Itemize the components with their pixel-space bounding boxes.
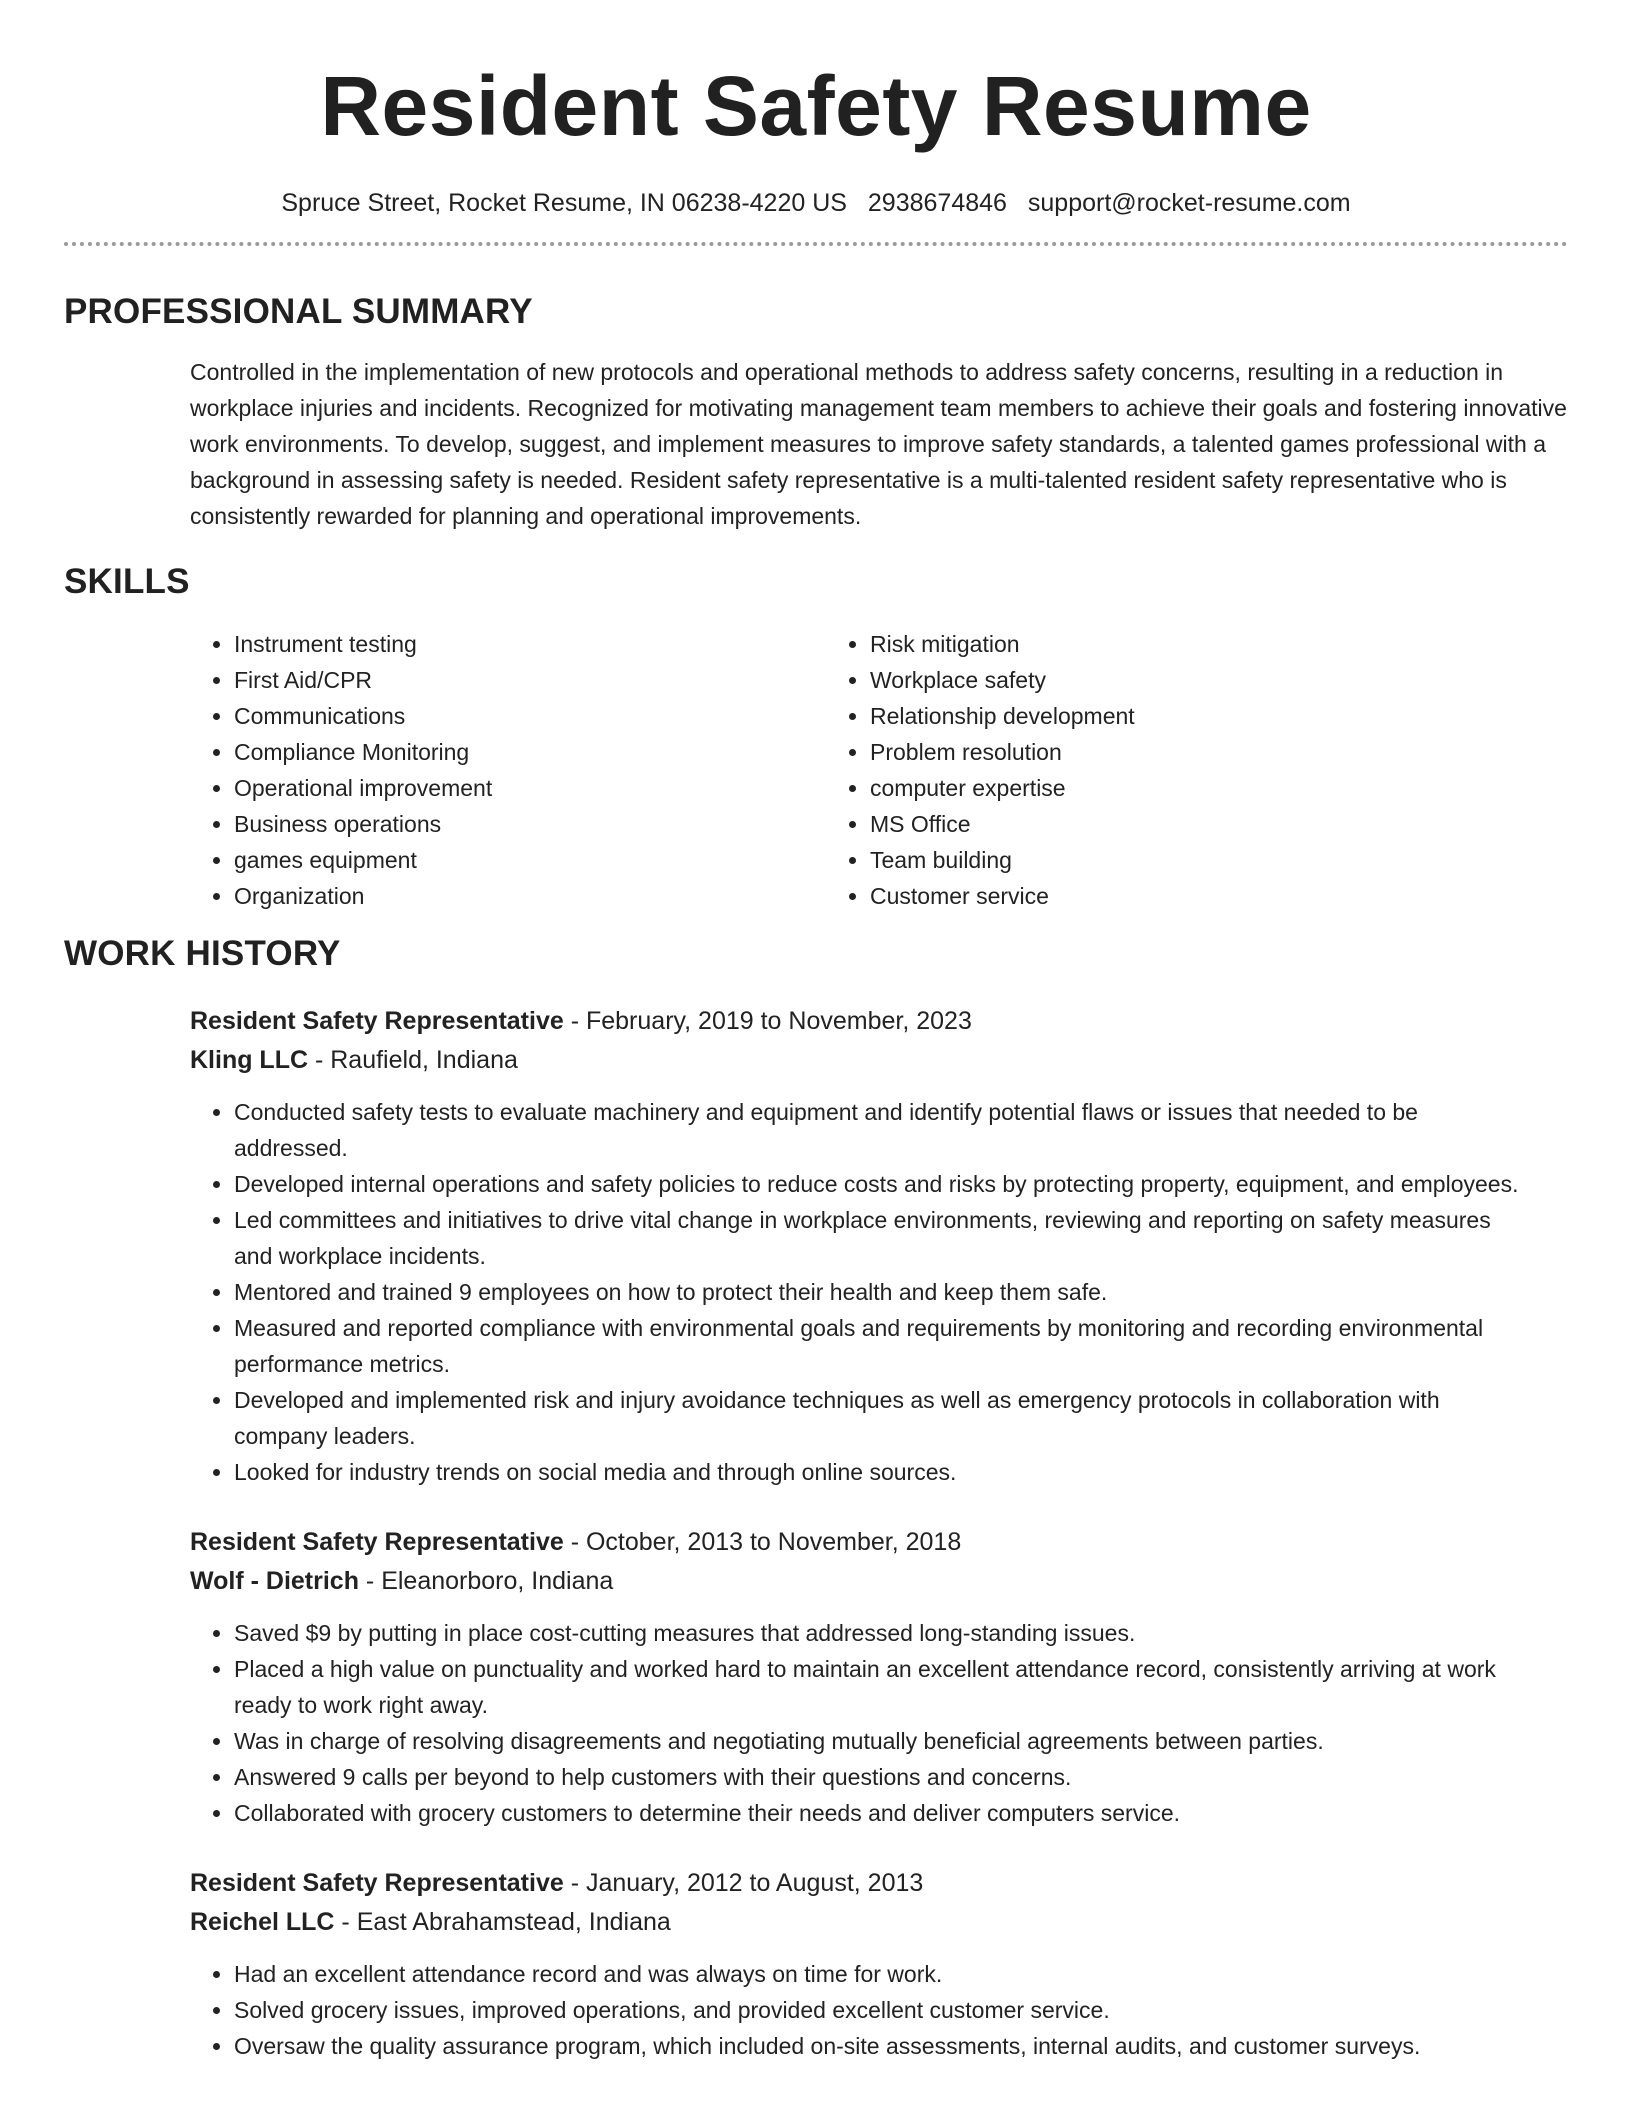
job-role: Resident Safety Representative bbox=[190, 1869, 564, 1897]
job-bullet: • Conducted safety tests to evaluate machinery and equipment and identify potential flaws or issues that needed to be addressed. bbox=[234, 1094, 1534, 1166]
job-bullet: • Developed internal operations and safety policies to reduce costs and risks by protecting property, equipment, and employees. bbox=[234, 1166, 1534, 1202]
skill-item: • Business operations bbox=[234, 806, 826, 842]
job-bullet: • Collaborated with grocery customers to determine their needs and deliver computers service. bbox=[234, 1795, 1534, 1831]
job-bullet: • Solved grocery issues, improved operations, and provided excellent customer service. bbox=[234, 1992, 1534, 2028]
job-role-line bbox=[190, 1864, 1568, 1903]
job-dates: - January, 2012 to August, 2013 bbox=[563, 1869, 924, 1897]
job-company-line bbox=[190, 1903, 1568, 1942]
skills-columns bbox=[190, 626, 1568, 914]
job-bullet: • Saved $9 by putting in place cost-cutting measures that addressed long-standing issues. bbox=[234, 1615, 1534, 1651]
contact-line bbox=[64, 188, 1568, 218]
job-bullet: • Led committees and initiatives to drive vital change in workplace environments, reviewing and reporting on safety measures and workplace incidents. bbox=[234, 1202, 1534, 1274]
summary-heading: PROFESSIONAL SUMMARY bbox=[64, 292, 533, 331]
contact-address: Spruce Street, Rocket Resume, IN 06238-4220 US bbox=[281, 189, 847, 217]
job-dates: - February, 2019 to November, 2023 bbox=[563, 1007, 972, 1035]
job-role-line bbox=[190, 1002, 1568, 1041]
job-company: Kling LLC bbox=[190, 1046, 309, 1074]
job-role: Resident Safety Representative bbox=[190, 1007, 564, 1035]
job-bullets bbox=[190, 1615, 1534, 1831]
job-bullet: • Mentored and trained 9 employees on how to protect their health and keep them safe. bbox=[234, 1274, 1534, 1310]
skills-left-column bbox=[190, 626, 826, 914]
job-entry bbox=[190, 1002, 1568, 1490]
job-entry bbox=[190, 1523, 1568, 1831]
skill-item: • Customer service bbox=[870, 878, 1462, 914]
skill-item: • Relationship development bbox=[870, 698, 1462, 734]
skill-item: • Problem resolution bbox=[870, 734, 1462, 770]
job-location: - Raufield, Indiana bbox=[308, 1046, 518, 1074]
job-location: - Eleanorboro, Indiana bbox=[358, 1567, 614, 1595]
skill-item: • Instrument testing bbox=[234, 626, 826, 662]
skills-section bbox=[64, 560, 1568, 914]
contact-phone: 2938674846 bbox=[867, 189, 1007, 217]
job-company: Reichel LLC bbox=[190, 1908, 335, 1936]
skill-item: • Team building bbox=[870, 842, 1462, 878]
job-bullet: • Looked for industry trends on social media and through online sources. bbox=[234, 1454, 1534, 1490]
job-bullet: • Had an excellent attendance record and was always on time for work. bbox=[234, 1956, 1534, 1992]
skill-item: • Risk mitigation bbox=[870, 626, 1462, 662]
job-bullet: • Oversaw the quality assurance program, which included on-site assessments, internal audits, and customer surveys. bbox=[234, 2028, 1534, 2064]
header-divider bbox=[64, 242, 1568, 246]
job-role: Resident Safety Representative bbox=[190, 1528, 564, 1556]
job-entry bbox=[190, 1864, 1568, 2064]
job-location: - East Abrahamstead, Indiana bbox=[334, 1908, 671, 1936]
job-company: Wolf - Dietrich bbox=[190, 1567, 359, 1595]
job-bullets bbox=[190, 1094, 1534, 1490]
work-history-section bbox=[64, 932, 1568, 2064]
skill-item: • Compliance Monitoring bbox=[234, 734, 826, 770]
job-dates: - October, 2013 to November, 2018 bbox=[563, 1528, 962, 1556]
skill-item: • First Aid/CPR bbox=[234, 662, 826, 698]
summary-section bbox=[64, 290, 1568, 534]
resume-title: Resident Safety Resume bbox=[320, 59, 1312, 153]
job-bullet: • Placed a high value on punctuality and worked hard to maintain an excellent attendance record, consistently arriving at work ready to work right away. bbox=[234, 1651, 1534, 1723]
skill-item: • Workplace safety bbox=[870, 662, 1462, 698]
skill-item: • games equipment bbox=[234, 842, 826, 878]
job-bullet: • Measured and reported compliance with environmental goals and requirements by monitoring and recording environmental performance metrics. bbox=[234, 1310, 1534, 1382]
work-history-heading: WORK HISTORY bbox=[64, 934, 341, 973]
skills-heading: SKILLS bbox=[64, 562, 190, 601]
skill-item: • MS Office bbox=[870, 806, 1462, 842]
skills-right-column bbox=[826, 626, 1462, 914]
contact-email: support@rocket-resume.com bbox=[1027, 189, 1351, 217]
skill-item: • Operational improvement bbox=[234, 770, 826, 806]
job-bullets bbox=[190, 1956, 1534, 2064]
job-bullet: • Developed and implemented risk and injury avoidance techniques as well as emergency protocols in collaboration with company leaders. bbox=[234, 1382, 1534, 1454]
resume-page bbox=[64, 0, 1568, 2064]
skill-item: • Communications bbox=[234, 698, 826, 734]
job-bullet: • Was in charge of resolving disagreements and negotiating mutually beneficial agreements between parties. bbox=[234, 1723, 1534, 1759]
job-bullet: • Answered 9 calls per beyond to help customers with their questions and concerns. bbox=[234, 1759, 1534, 1795]
job-company-line bbox=[190, 1041, 1568, 1080]
job-role-line bbox=[190, 1523, 1568, 1562]
summary-text: Controlled in the implementation of new protocols and operational methods to address safety concerns, resulting in a reduction in workplace injuries and incidents. Recognized for motivating management team members to achieve their goals and fostering innovative work environments. To develop, suggest, and implement measures to improve safety standards, a talented games professional with a background in assessing safety is needed. Resident safety representative is a multi-talented resident safety representative who is consistently rewarded for planning and operational improvements. bbox=[190, 359, 1567, 529]
skill-item: • Organization bbox=[234, 878, 826, 914]
job-company-line bbox=[190, 1562, 1568, 1601]
skill-item: • computer expertise bbox=[870, 770, 1462, 806]
